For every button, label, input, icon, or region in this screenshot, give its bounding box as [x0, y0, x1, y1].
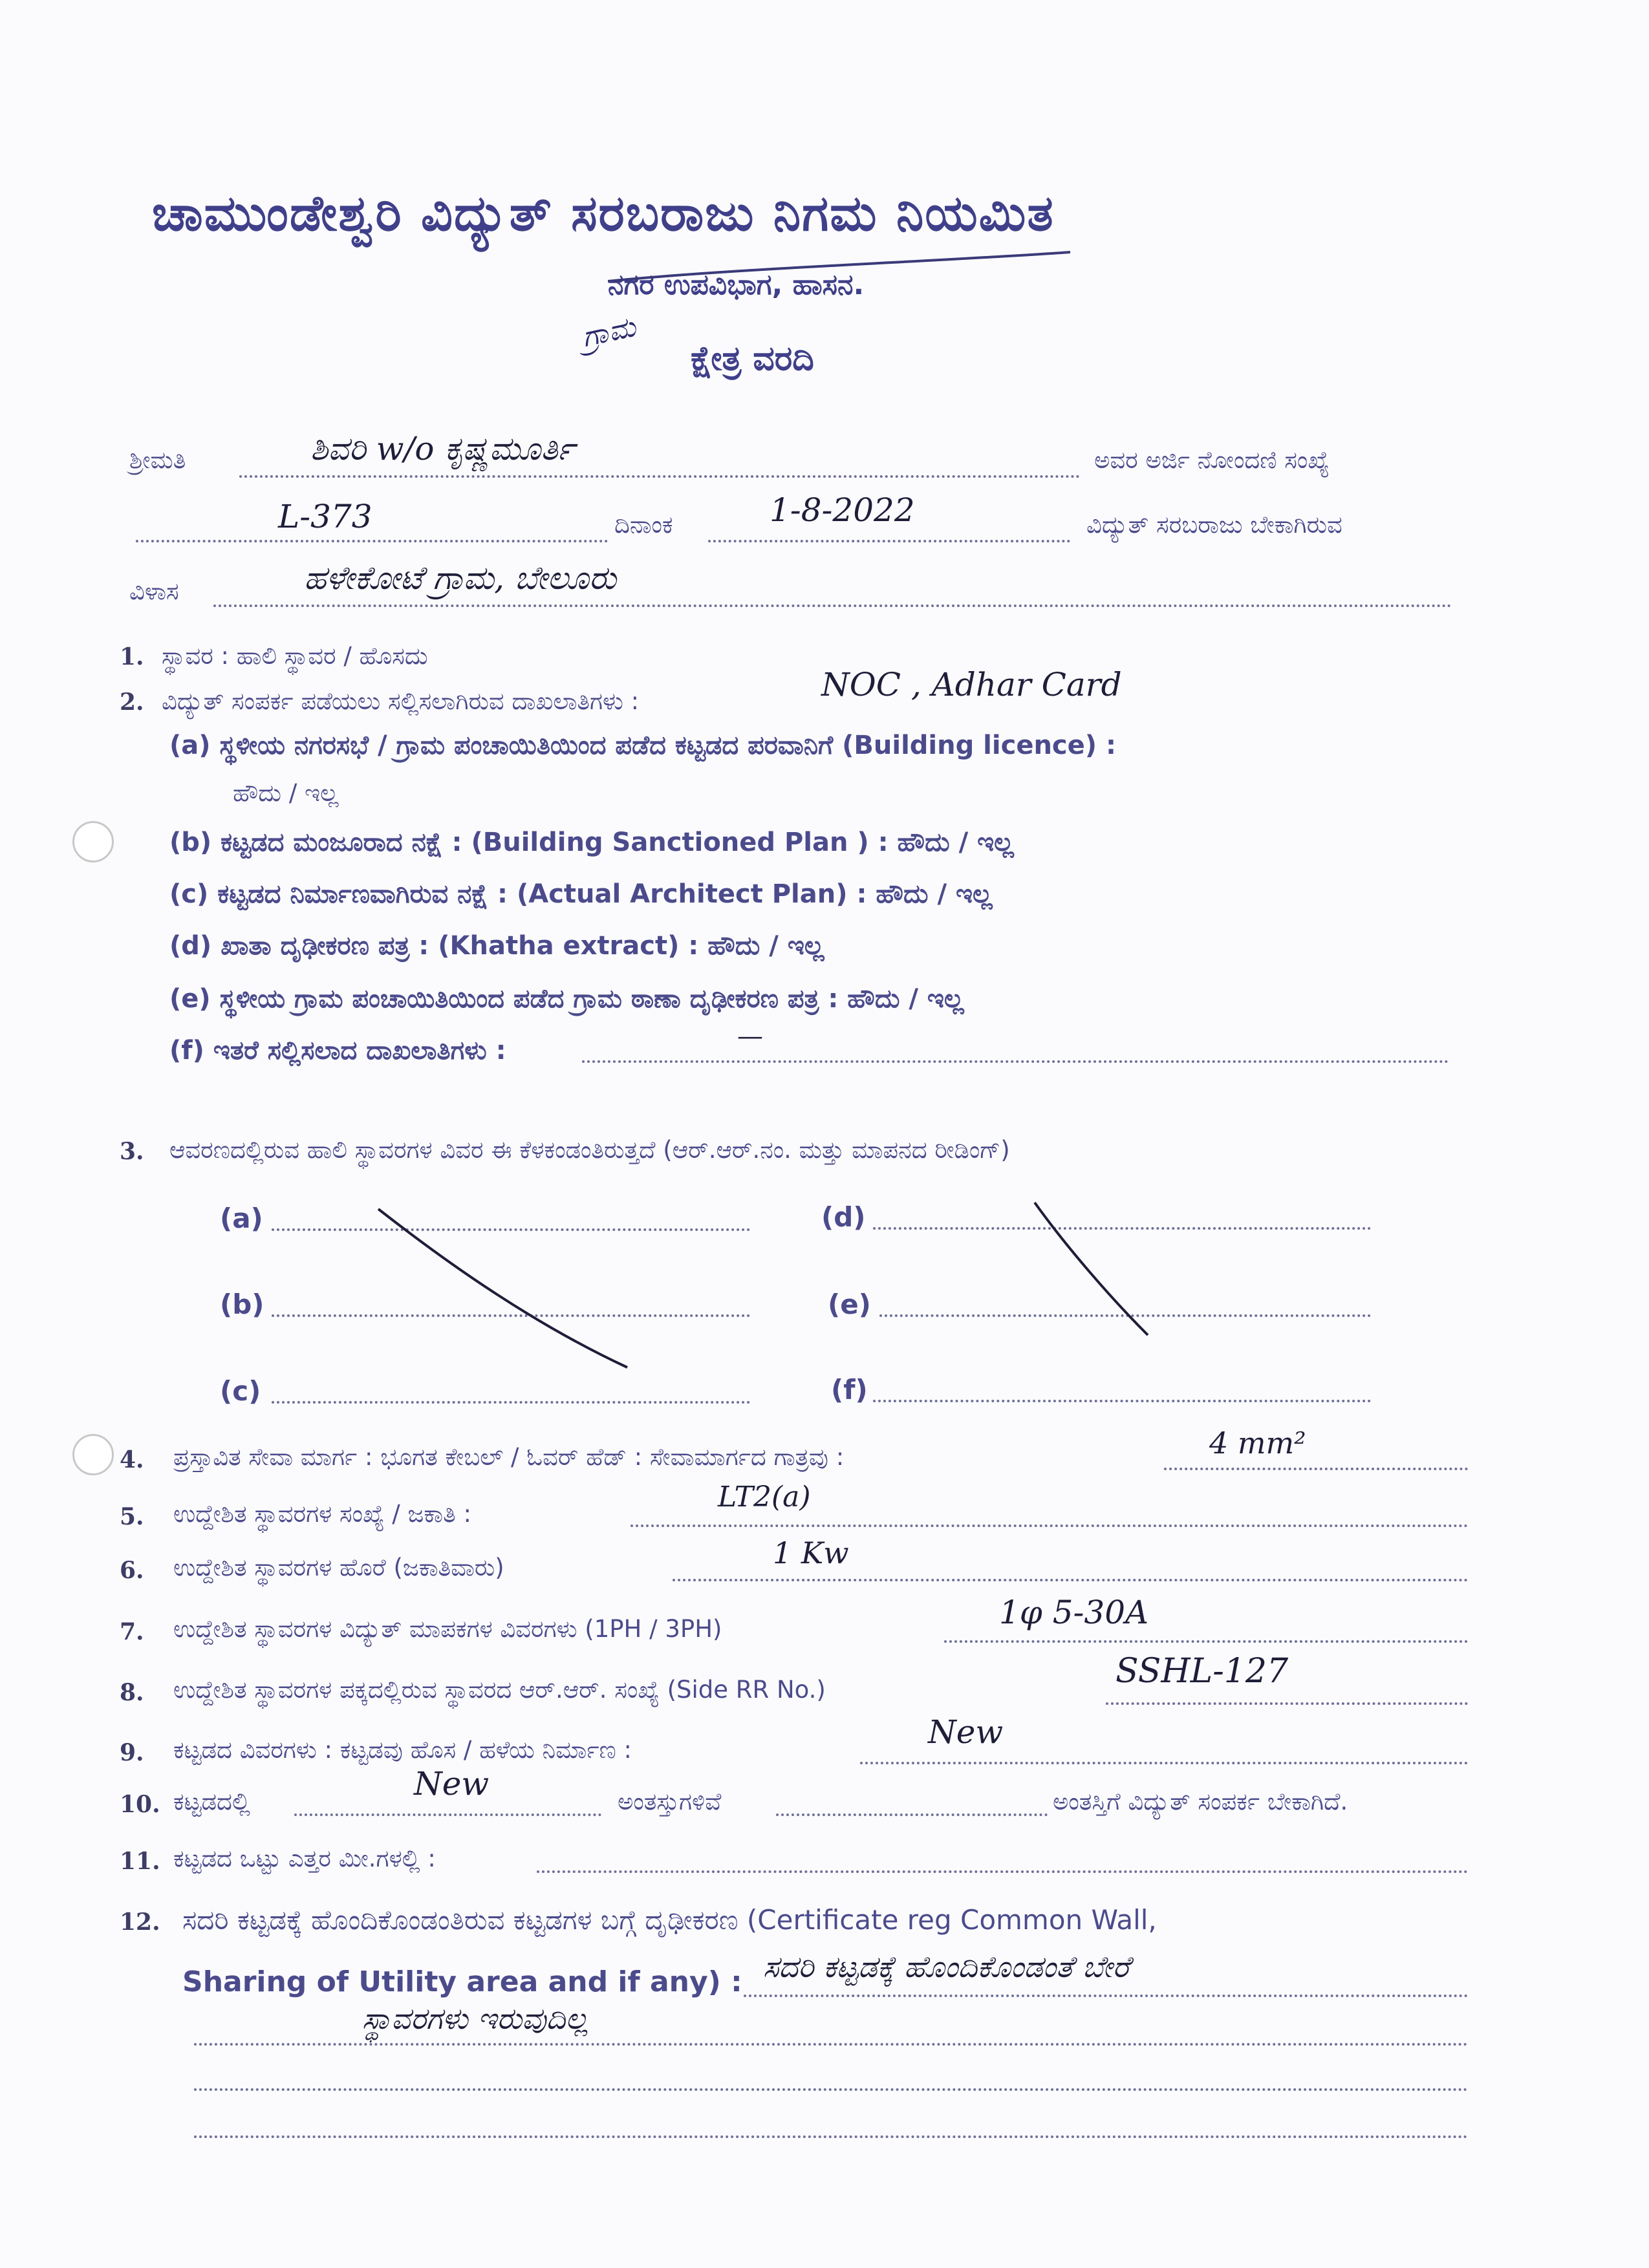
item-2-answer: NOC , Adhar Card [821, 666, 1122, 703]
item-2d-text: (d) ಖಾತಾ ದೃಢೀಕರಣ ಪತ್ರ : (Khatha extract) : ಹೌದು / ಇಲ್ಲ [169, 931, 824, 961]
item-4-number: 4. [120, 1446, 144, 1473]
item-1-number: 1. [120, 643, 144, 670]
item-3c-label: (c) [220, 1375, 261, 1407]
item-4-line [1164, 1468, 1468, 1470]
item-4-text: ಪ್ರಸ್ತಾವಿತ ಸೇವಾ ಮಾರ್ಗ : ಭೂಗತ ಕೇಬಲ್ / ಓವರ್ ಹೆಡ್ : ಸೇವಾಮಾರ್ಗದ ಗಾತ್ರವು : [173, 1443, 845, 1471]
item-9-line [860, 1762, 1468, 1764]
item-3f-label: (f) [831, 1374, 868, 1406]
item-12-number: 12. [120, 1909, 160, 1936]
item-2f-answer: — [737, 1022, 763, 1051]
item-7-number: 7. [120, 1618, 144, 1645]
item-12-answer-line1: ಸದರಿ ಕಟ್ಟಡಕ್ಕೆ ಹೊಂದಿಕೊಂಡಂತೆ ಬೇರೆ [763, 1949, 1130, 1984]
item-8-text: ಉದ್ದೇಶಿತ ಸ್ಥಾವರಗಳ ಪಕ್ಕದಲ್ಲಿರುವ ಸ್ಥಾವರದ ಆರ್.ಆರ್. ಸಂಖ್ಯೆ (Side RR No.) [173, 1676, 826, 1704]
address-value: ಹಳೇಕೋಟೆ ಗ್ರಾಮ, ಬೇಲೂರು [304, 559, 617, 597]
item-11-number: 11. [120, 1848, 160, 1875]
item-3d-label: (d) [821, 1201, 866, 1233]
item-7-answer: 1φ 5-30A [999, 1594, 1149, 1631]
item-6-line [673, 1579, 1468, 1581]
item-8-number: 8. [120, 1679, 144, 1706]
registration-number: L-373 [278, 498, 372, 535]
item-12-text-line1: ಸದರಿ ಕಟ್ಟಡಕ್ಕೆ ಹೊಂದಿಕೊಂಡಂತಿರುವ ಕಟ್ಟಡಗಳ ಬಗ್ಗೆ ದೃಢೀಕರಣ (Certificate reg Common Wall, [182, 1904, 1157, 1936]
item-2b-text: (b) ಕಟ್ಟಡದ ಮಂಜೂರಾದ ನಕ್ಷೆ : (Building Sanctioned Plan ) : ಹೌದು / ಇಲ್ಲ [169, 828, 1014, 857]
item-6-answer: 1 Kw [773, 1535, 849, 1570]
item-9-text: ಕಟ್ಟಡದ ವಿವರಗಳು : ಕಟ್ಟಡವು ಹೊಸ / ಹಳೆಯ ನಿರ್ಮಾಣ : [173, 1736, 632, 1764]
item-3b-label: (b) [220, 1289, 264, 1320]
item-2-text: ವಿದ್ಯುತ್ ಸಂಪರ್ಕ ಪಡೆಯಲು ಸಲ್ಲಿಸಲಾಗಿರುವ ದಾಖಲಾತಿಗಳು : [162, 687, 640, 715]
handwritten-note: ಗ್ರಾಮ [579, 310, 639, 354]
item-10-text-c: ಅಂತಸ್ತಿಗೆ ವಿದ್ಯುತ್ ಸಂಪರ್ಕ ಬೇಕಾಗಿದೆ. [1053, 1788, 1348, 1815]
item-8-answer: SSHL-127 [1116, 1652, 1289, 1691]
item-2a-options: ಹೌದು / ಇಲ್ಲ [233, 779, 339, 807]
item-3a-label: (a) [220, 1203, 263, 1234]
applicant-name: ಶಿವರಿ w/o ಕೃಷ್ಣಮೂರ್ತಿ [310, 430, 575, 467]
item-12-answer-line2: ಸ್ಥಾವರಗಳು ಇರುವುದಿಲ್ಲ [362, 2001, 588, 2036]
report-title: ಕ್ಷೇತ್ರ ವರದಿ [691, 339, 814, 378]
item-7-text: ಉದ್ದೇಶಿತ ಸ್ಥಾವರಗಳ ವಿದ್ಯುತ್ ಮಾಪಕಗಳ ವಿವರಗಳು (1PH / 3PH) [173, 1615, 722, 1643]
item-12-text-line2: Sharing of Utility area and if any) : [182, 1965, 742, 1998]
item-2f-text: (f) ಇತರೆ ಸಲ್ಲಿಸಲಾದ ದಾಖಲಾತಿಗಳು : [169, 1036, 506, 1065]
item-10-floor-line [776, 1813, 1048, 1816]
item-8-line [1106, 1702, 1468, 1705]
item-12-line-2 [194, 2043, 1468, 2046]
organization-title: ಚಾಮುಂಡೇಶ್ವರಿ ವಿದ್ಯುತ್ ಸರಬರಾಜು ನಿಗಮ ನಿಯಮಿತ [152, 184, 1055, 242]
item-10-floors-line [294, 1813, 601, 1816]
item-9-answer: New [928, 1713, 1004, 1751]
item-3e-label: (e) [828, 1289, 871, 1320]
date-label: ದಿನಾಂಕ [614, 511, 673, 539]
item-3-number: 3. [120, 1138, 144, 1165]
item-12-line-1 [744, 1995, 1468, 1997]
item-5-number: 5. [120, 1503, 144, 1530]
item-10-text-a: ಕಟ್ಟಡದಲ್ಲಿ [173, 1788, 250, 1815]
item-10-number: 10. [120, 1791, 160, 1818]
item-12-line-4 [194, 2135, 1468, 2138]
applicant-prefix: ಶ್ರೀಮತಿ [129, 446, 186, 474]
item-10-text-b: ಅಂತಸ್ತುಗಳಿವೆ [618, 1788, 722, 1815]
item-2e-text: (e) ಸ್ಥಳೀಯ ಗ್ರಾಮ ಪಂಚಾಯಿತಿಯಿಂದ ಪಡೆದ ಗ್ರಾಮ ಠಾಣಾ ದೃಢೀಕರಣ ಪತ್ರ : ಹೌದು / ಇಲ್ಲ [169, 984, 964, 1014]
item-1-text: ಸ್ಥಾವರ : ಹಾಲಿ ಸ್ಥಾವರ / ಹೊಸದು [162, 642, 428, 670]
item-5-answer: LT2(a) [718, 1481, 811, 1514]
item-11-line [537, 1870, 1468, 1873]
registration-label: ಅವರ ಅರ್ಜಿ ನೋಂದಣಿ ಸಂಖ್ಯೆ [1094, 446, 1330, 474]
item-11-text: ಕಟ್ಟಡದ ಒಟ್ಟು ಎತ್ತರ ಮೀ.ಗಳಲ್ಲಿ : [173, 1845, 436, 1872]
item-12-line-3 [194, 2088, 1468, 2091]
item-2-number: 2. [120, 689, 144, 716]
item-4-answer: 4 mm² [1209, 1426, 1306, 1460]
address-label: ವಿಳಾಸ [129, 577, 179, 605]
subdivision: ನಗರ ಉಪವಿಭಾಗ, ಹಾಸನ. [608, 268, 865, 301]
item-7-line [944, 1640, 1468, 1643]
application-date: 1-8-2022 [770, 491, 915, 529]
item-9-number: 9. [120, 1739, 144, 1766]
item-3-text: ಆವರಣದಲ್ಲಿರುವ ಹಾಲಿ ಸ್ಥಾವರಗಳ ವಿವರ ಈ ಕೆಳಕಂಡಂತಿರುತ್ತದೆ (ಆರ್.ಆರ್.ನಂ. ಮತ್ತು ಮಾಪನದ ರೀಡಿಂಗ್) [169, 1136, 1010, 1164]
item-6-text: ಉದ್ದೇಶಿತ ಸ್ಥಾವರಗಳ ಹೊರೆ (ಜಕಾತಿವಾರು) [173, 1554, 504, 1581]
item-5-text: ಉದ್ದೇಶಿತ ಸ್ಥಾವರಗಳ ಸಂಖ್ಯೆ / ಜಕಾತಿ : [173, 1500, 471, 1528]
item-2a-text: (a) ಸ್ಥಳೀಯ ನಗರಸಭೆ / ಗ್ರಾಮ ಪಂಚಾಯಿತಿಯಿಂದ ಪಡೆದ ಕಟ್ಟಡದ ಪರವಾನಿಗೆ (Building licence) : [169, 731, 1116, 760]
item-10-answer: New [414, 1765, 490, 1803]
item-5-line [630, 1524, 1468, 1527]
supply-label: ವಿದ್ಯುತ್ ಸರಬರಾಜು ಬೇಕಾಗಿರುವ [1086, 511, 1342, 539]
item-6-number: 6. [120, 1557, 144, 1584]
item-2c-text: (c) ಕಟ್ಟಡದ ನಿರ್ಮಾಣವಾಗಿರುವ ನಕ್ಷೆ : (Actual Architect Plan) : ಹೌದು / ಇಲ್ಲ [169, 879, 993, 909]
